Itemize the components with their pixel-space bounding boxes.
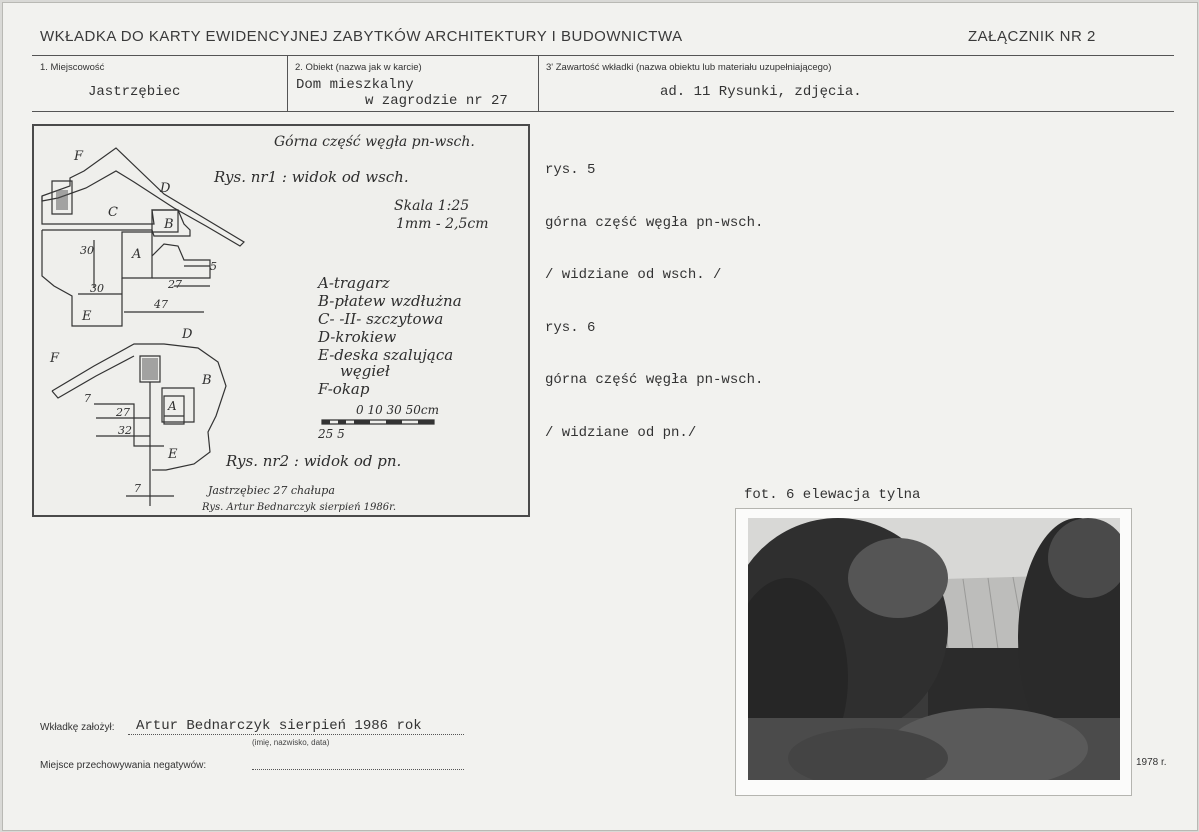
sketch-view1: Rys. nr1 : widok od wsch.: [214, 168, 409, 186]
field-divider-1: [287, 56, 288, 111]
sketch-scale1: Skala 1:25: [394, 198, 470, 214]
label-e1: E: [82, 309, 92, 324]
dim-32: 32: [118, 424, 132, 437]
legend-c: C- -II- szczytowa: [318, 310, 444, 328]
legend-a: A-tragarz: [318, 274, 390, 292]
dim-30-vertical: 30: [80, 244, 94, 257]
form-title: WKŁADKA DO KARTY EWIDENCYJNEJ ZABYTKÓW ARCHITEKTURY I BUDOWNICTWA: [40, 28, 683, 45]
dim-5: 5: [210, 260, 217, 273]
author-label: Wkładkę założył:: [40, 722, 115, 733]
photograph: [748, 518, 1120, 780]
header-rule-bottom: [32, 111, 1174, 112]
label-f1: F: [74, 149, 84, 164]
legend-b: B-płatew wzdłużna: [318, 292, 462, 310]
legend-f: F-okap: [318, 380, 370, 398]
sketch-heading: Górna część węgła pn-wsch.: [274, 134, 475, 150]
label-a1: A: [132, 247, 142, 262]
sketch-svg: [34, 126, 528, 515]
drawing1-beam-end: [152, 244, 210, 278]
annex-number: ZAŁĄCZNIK NR 2: [968, 28, 1096, 45]
note-line: / widziane od pn./: [545, 424, 697, 441]
scale-tick: [354, 420, 370, 424]
note-line: górna część węgła pn-wsch.: [545, 214, 764, 231]
note-line: / widziane od wsch. /: [545, 267, 722, 283]
figure-notes: [545, 127, 763, 460]
note-line: górna część węgła pn-wsch.: [545, 372, 764, 388]
note-line: rys. 5: [545, 162, 596, 178]
sketch-view2: Rys. nr2 : widok od pn.: [226, 452, 402, 470]
legend-e: E-deska szalująca: [318, 346, 454, 364]
place-value: Jastrzębiec: [88, 84, 181, 100]
contents-value: ad. 11 Rysunki, zdjęcia.: [660, 84, 862, 100]
dim-7: 7: [84, 392, 91, 405]
field-divider-2: [538, 56, 539, 111]
place-label: 1. Miejscowość: [40, 62, 105, 73]
photo-image: [748, 518, 1120, 780]
drawing1-dimension-lines: [78, 240, 210, 312]
dim-7b: 7: [134, 482, 141, 495]
drawing2-outline: [52, 344, 226, 470]
contents-label: 3' Zawartość wkładki (nazwa obiektu lub materiału uzupełniającego): [546, 62, 832, 73]
label-b2: B: [202, 373, 212, 388]
legend-d: D-krokiew: [318, 328, 397, 346]
scalebar-label: 0 10 30 50cm: [356, 403, 439, 417]
label-b1: B: [164, 217, 174, 232]
drawing2-block-b: [162, 388, 194, 422]
sketch-drawing: [32, 124, 530, 517]
scale-tick: [338, 420, 346, 424]
label-e2: E: [168, 447, 178, 462]
sketch-signature2: Rys. Artur Bednarczyk sierpień 1986r.: [202, 502, 396, 513]
label-d2: D: [182, 327, 193, 342]
object-label: 2. Obiekt (nazwa jak w karcie): [295, 62, 422, 73]
label-f2: F: [50, 351, 60, 366]
scale-tick: [386, 420, 402, 424]
sketch-scale2: 1mm - 2,5cm: [396, 216, 489, 232]
label-d1: D: [160, 181, 171, 196]
header-rule-top: [32, 55, 1174, 56]
dim-30: 30: [90, 282, 104, 295]
object-value-line1: Dom mieszkalny: [296, 77, 414, 93]
photo-year: 1978 r.: [1136, 757, 1167, 768]
scalebar-sub: 25 5: [318, 427, 345, 441]
dim-47: 47: [154, 298, 168, 311]
hatched-block: [142, 358, 158, 380]
note-line: rys. 6: [545, 319, 596, 336]
photo-caption: fot. 6 elewacja tylna: [744, 487, 921, 503]
dim-27b: 27: [116, 406, 130, 419]
scale-tick: [322, 420, 330, 424]
scale-tick: [418, 420, 434, 424]
negatives-field: [252, 760, 464, 770]
label-a2: A: [168, 399, 177, 413]
sketch-signature1: Jastrzębiec 27 chałupa: [208, 484, 335, 497]
author-hint: (imię, nazwisko, data): [252, 738, 330, 747]
author-value: Artur Bednarczyk sierpień 1986 rok: [128, 718, 464, 735]
object-value-line2: w zagrodzie nr 27: [365, 93, 508, 109]
drawing2-rafter-lower: [52, 356, 134, 398]
label-c: C: [108, 205, 118, 220]
hatched-eave: [56, 190, 68, 210]
negatives-label: Miejsce przechowywania negatywów:: [40, 760, 207, 771]
dim-27: 27: [168, 278, 182, 291]
author-field: [128, 716, 464, 734]
legend-e-cont: węgieł: [340, 362, 390, 380]
